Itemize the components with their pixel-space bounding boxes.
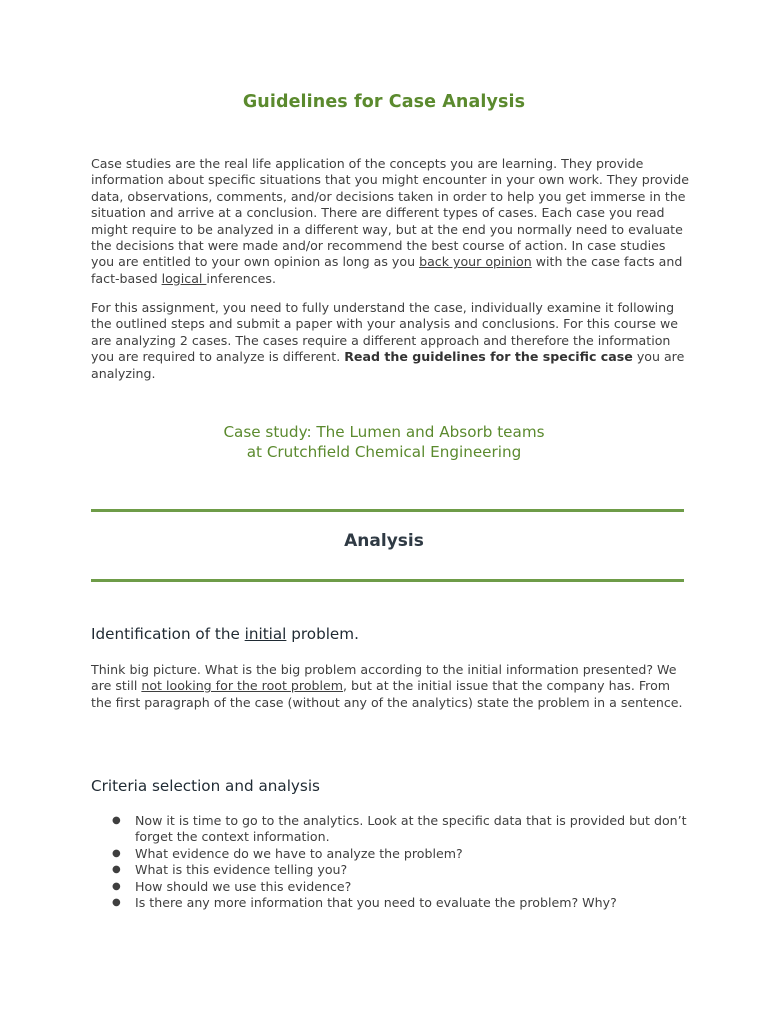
assignment-bold-text: Read the guidelines for the specific case — [344, 349, 633, 365]
bullet-icon: ● — [112, 847, 121, 859]
assignment-text-a: For this assignment, you need to fully understand the case, individually examine it following the outlined steps and submit a paper with your analysis and conclusions. For this course we are analyzing 2 cases. The cases require a different approach and therefore the information you are required to analyze is different. — [91, 300, 678, 365]
list-item-text: Now it is time to go to the analytics. Look at the specific data that is provided but don’t forget the context information. — [135, 813, 687, 845]
list-item — [91, 813, 691, 846]
case-study-line-2: at Crutchfield Chemical Engineering — [246, 442, 522, 461]
list-item-text: Is there any more information that you need to evaluate the problem? Why? — [135, 895, 617, 911]
identification-heading-b: problem. — [286, 625, 359, 643]
underlined-logical: logical — [161, 270, 207, 286]
top-divider — [91, 509, 684, 512]
criteria-heading: Criteria selection and analysis — [91, 777, 320, 795]
identification-text-a: Think big picture. What is the big problem according to the initial information presented? We are still — [91, 662, 677, 694]
list-item-text: How should we use this evidence? — [135, 878, 352, 894]
identification-heading-a: Identification of the — [91, 625, 245, 643]
analysis-heading: Analysis — [344, 531, 424, 551]
intro-text-a: Case studies are the real life application of the concepts you are learning. They provide information about specific situations that you might encounter in your own work. They provide data, observations, comments, and/or decisions taken in order to help you get immerse in the situation and arrive at a conclusion. There are different types of cases. Each case you read might require to be analyzed in a different way, but at the end you normally need to evaluate the decisions that were made and/or recommend the best course of action. In case studies you are entitled to your own opinion as long as you — [91, 156, 690, 270]
list-item — [91, 862, 691, 878]
intro-text-b: with the case facts and fact-based — [91, 254, 683, 286]
identification-heading — [91, 625, 359, 643]
list-item — [91, 846, 691, 862]
bullet-icon: ● — [112, 897, 121, 909]
bullet-icon: ● — [112, 880, 121, 892]
intro-paragraph-1 — [91, 156, 691, 287]
criteria-bullet-list — [91, 813, 691, 911]
assignment-text-b: you are analyzing. — [91, 349, 685, 381]
list-item — [91, 895, 691, 911]
intro-paragraph-2 — [91, 300, 691, 382]
identification-paragraph — [91, 662, 691, 711]
underlined-back-your-opinion: back your opinion — [419, 254, 532, 270]
list-item-text: What evidence do we have to analyze the problem? — [135, 845, 463, 861]
document-title: Guidelines for Case Analysis — [242, 92, 526, 112]
case-study-line-1: Case study: The Lumen and Absorb teams — [223, 423, 545, 441]
bullet-icon: ● — [112, 864, 121, 876]
intro-text-c: inferences. — [206, 270, 276, 286]
identification-text-b: , but at the initial issue that the company has. From the first paragraph of the case (without any of the analytics) state the problem in a sentence. — [91, 678, 683, 710]
identification-heading-initial: initial — [244, 625, 287, 643]
case-study-title — [0, 423, 768, 462]
bottom-divider — [91, 579, 684, 582]
list-item-text: What is this evidence telling you? — [135, 862, 348, 878]
underlined-root-problem: not looking for the root problem — [141, 678, 344, 694]
bullet-icon: ● — [112, 815, 121, 826]
list-item — [91, 879, 691, 895]
